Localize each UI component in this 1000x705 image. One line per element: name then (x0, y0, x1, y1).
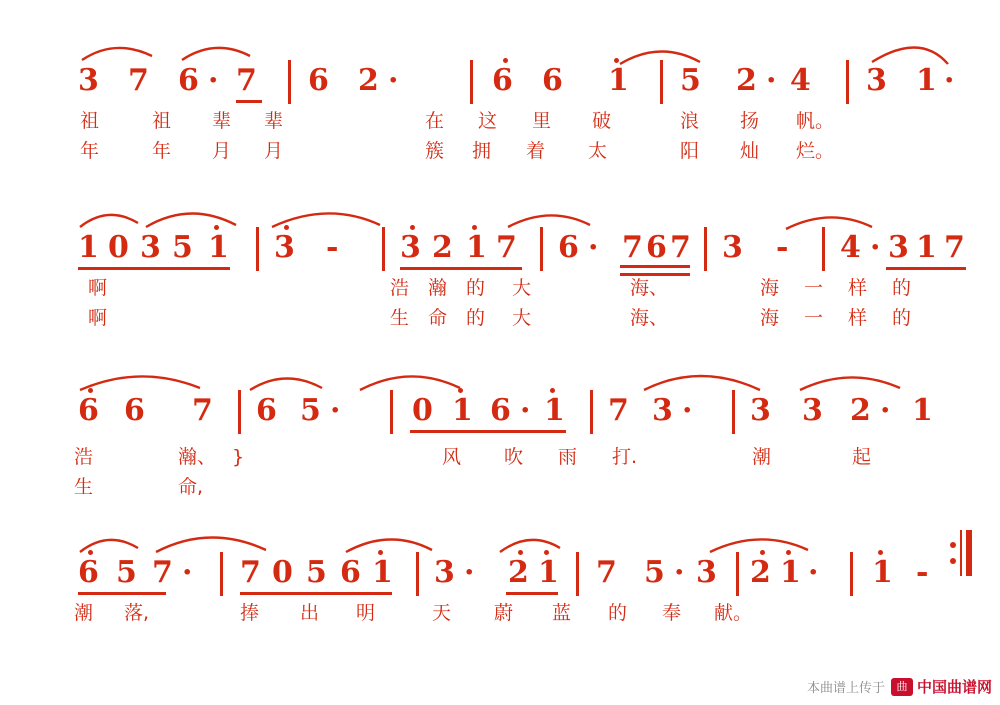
footer-credit (807, 676, 992, 697)
barline (846, 60, 849, 104)
beam (240, 592, 392, 595)
lyric: 蔚 (494, 602, 514, 624)
octave-dot-high (88, 388, 93, 393)
lyric: 雨 (558, 446, 578, 468)
note: 7 (128, 63, 149, 98)
augmentation-dot: · (674, 555, 685, 590)
sustain-dash: - (916, 555, 929, 590)
lyric: 打. (612, 446, 638, 468)
note: 2 (358, 63, 379, 98)
barline (736, 552, 739, 596)
octave-dot-high (544, 550, 549, 555)
lyric: 大 (512, 307, 532, 329)
octave-dot-high (614, 58, 619, 63)
lyric: 样 (848, 307, 868, 329)
lyric: 命 (428, 307, 448, 329)
note: 5 (680, 63, 701, 98)
beam (410, 430, 566, 433)
note: 1 (208, 230, 229, 265)
lyric: 年 (152, 140, 172, 162)
augmentation-dot: · (464, 555, 475, 590)
note: 7 (240, 555, 261, 590)
barline (238, 390, 241, 434)
octave-dot-high (786, 550, 791, 555)
note: 6 (256, 393, 277, 428)
lyric: 海、 (630, 277, 669, 299)
lyric: 这 (478, 110, 498, 132)
augmentation-dot: · (388, 63, 399, 98)
note: 3 (400, 230, 421, 265)
note: 7 (152, 555, 173, 590)
augmentation-dot: · (682, 393, 693, 428)
barline (470, 60, 473, 104)
lyric: 簇 (425, 140, 445, 162)
lyrics-line-1-row (60, 277, 940, 303)
lyric: 潮 (752, 446, 772, 468)
note: 6 (646, 230, 667, 265)
note: 3 (652, 393, 673, 428)
note: 6 (124, 393, 145, 428)
sustain-dash: - (776, 230, 789, 265)
lyric: 明 (356, 602, 376, 624)
note-row-4 (60, 530, 940, 590)
barline (732, 390, 735, 434)
lyric: 啊 (88, 307, 108, 329)
note: 5 (172, 230, 193, 265)
lyrics-line-2-row (60, 140, 940, 166)
lyrics-line-1-row (60, 602, 940, 628)
note: 6 (542, 63, 563, 98)
note-row-2 (60, 205, 965, 265)
lyric: 大 (512, 277, 532, 299)
barline (416, 552, 419, 596)
augmentation-dot: · (766, 63, 777, 98)
lyric: 一 (804, 277, 824, 299)
note: 6 (78, 393, 99, 428)
beam (78, 592, 166, 595)
logo-text: 中国曲谱网 (916, 678, 992, 696)
lyric: 着 (526, 140, 546, 162)
lyric: 破 (592, 110, 612, 132)
note: 3 (696, 555, 717, 590)
note: 1 (538, 555, 559, 590)
lyric: 阳 (680, 140, 700, 162)
lyric: 太 (588, 140, 608, 162)
lyric: 啊 (88, 277, 108, 299)
barline (288, 60, 291, 104)
sustain-dash: - (326, 230, 339, 265)
note: 3 (78, 63, 99, 98)
lyric: 命, (178, 476, 204, 498)
augmentation-dot: · (330, 393, 341, 428)
note: 2 (750, 555, 771, 590)
octave-dot-high (503, 58, 508, 63)
note-row-3 (60, 368, 940, 428)
lyric: 落, (124, 602, 150, 624)
note: 4 (840, 230, 861, 265)
note: 3 (888, 230, 909, 265)
lyric: 海、 (630, 307, 669, 329)
barline (576, 552, 579, 596)
note: 6 (558, 230, 579, 265)
note: 7 (236, 63, 257, 98)
barline (660, 60, 663, 104)
note: 7 (670, 230, 691, 265)
note: 5 (306, 555, 327, 590)
note: 3 (722, 230, 743, 265)
augmentation-dot: · (208, 63, 219, 98)
lyric: 瀚、 (178, 446, 217, 468)
augmentation-dot: · (944, 63, 955, 98)
barline (256, 227, 259, 271)
lyric: 的 (466, 277, 486, 299)
barline (850, 552, 853, 596)
augmentation-dot: · (870, 230, 881, 265)
lyric: 拥 (472, 140, 492, 162)
lyric: 起 (852, 446, 872, 468)
lyric: 天 (432, 602, 452, 624)
note: 7 (192, 393, 213, 428)
note: 7 (608, 393, 629, 428)
octave-dot-high (550, 388, 555, 393)
lyric: 祖 (152, 110, 172, 132)
lyric: 生 (74, 476, 94, 498)
lyric: 生 (390, 307, 410, 329)
note: 2 (736, 63, 757, 98)
lyric: 灿 (740, 140, 760, 162)
lyric: 奉 (662, 602, 682, 624)
note: 6 (490, 393, 511, 428)
note: 3 (750, 393, 771, 428)
score-system-2 (60, 205, 965, 329)
note: 6 (340, 555, 361, 590)
lyric: 蓝 (552, 602, 572, 624)
octave-dot-high (214, 225, 219, 230)
note: 2 (850, 393, 871, 428)
barline (390, 390, 393, 434)
score-system-1 (60, 38, 955, 162)
note-row-1 (60, 38, 955, 98)
note: 1 (872, 555, 893, 590)
logo-mark-icon: 曲 (891, 678, 913, 696)
lyric: 吹 (504, 446, 524, 468)
beam (620, 265, 690, 268)
lyric: 月 (212, 140, 232, 162)
lyric: 海 (760, 277, 780, 299)
note: 7 (496, 230, 517, 265)
beam (620, 273, 690, 276)
note: 1 (452, 393, 473, 428)
note: 2 (508, 555, 529, 590)
barline (704, 227, 707, 271)
lyric: 捧 (240, 602, 260, 624)
lyric: 出 (300, 602, 320, 624)
note: 5 (300, 393, 321, 428)
lyric: 样 (848, 277, 868, 299)
note: 1 (372, 555, 393, 590)
barline (382, 227, 385, 271)
lyric: 辈 (212, 110, 232, 132)
note: 6 (308, 63, 329, 98)
lyric: 扬 (740, 110, 760, 132)
octave-dot-high (458, 388, 463, 393)
augmentation-dot: · (520, 393, 531, 428)
lyric: 烂。 (796, 140, 835, 162)
lyric: 里 (532, 110, 552, 132)
lyric: 浩 (390, 277, 410, 299)
augmentation-dot: · (880, 393, 891, 428)
note: 4 (790, 63, 811, 98)
note: 3 (140, 230, 161, 265)
note: 2 (432, 230, 453, 265)
note: 0 (272, 555, 293, 590)
note: 6 (492, 63, 513, 98)
lyrics-line-2-row (60, 476, 940, 502)
note: 7 (622, 230, 643, 265)
footer-credit-text: 本曲谱上传于 (806, 681, 885, 696)
note: 0 (412, 393, 433, 428)
lyric: 月 (264, 140, 284, 162)
octave-dot-high (378, 550, 383, 555)
note: 1 (608, 63, 629, 98)
barline (540, 227, 543, 271)
lyric: 的 (466, 307, 486, 329)
lyric: 瀚 (428, 277, 448, 299)
note: 0 (108, 230, 129, 265)
lyrics-line-2-row (60, 307, 940, 333)
beam (886, 267, 966, 270)
lyric: 的 (892, 277, 912, 299)
octave-dot-high (878, 550, 883, 555)
site-logo[interactable] (891, 676, 992, 697)
lyric: 年 (80, 140, 100, 162)
lyric: 祖 (80, 110, 100, 132)
lyric: 潮 (74, 602, 94, 624)
lyric: 浪 (680, 110, 700, 132)
lyric: 帆。 (796, 110, 835, 132)
octave-dot-high (472, 225, 477, 230)
lyric: 浩 (74, 446, 94, 468)
note: 1 (780, 555, 801, 590)
barline (590, 390, 593, 434)
beam (400, 267, 522, 270)
lyrics-line-1-row (60, 110, 940, 136)
note: 3 (274, 230, 295, 265)
beam (236, 100, 262, 103)
lyric: 的 (608, 602, 628, 624)
note: 5 (644, 555, 665, 590)
barline (822, 227, 825, 271)
note: 6 (178, 63, 199, 98)
note: 1 (544, 393, 565, 428)
octave-dot-high (410, 225, 415, 230)
lyric: 辈 (264, 110, 284, 132)
score-system-4 (60, 530, 940, 624)
octave-dot-high (284, 225, 289, 230)
note: 3 (802, 393, 823, 428)
barline (220, 552, 223, 596)
note: 6 (78, 555, 99, 590)
lyrics-line-1-row (60, 446, 940, 472)
note: 1 (78, 230, 99, 265)
augmentation-dot: · (182, 555, 193, 590)
beam (506, 592, 558, 595)
note: 1 (466, 230, 487, 265)
lyric: 在 (425, 110, 445, 132)
note: 5 (116, 555, 137, 590)
beam (78, 267, 230, 270)
lyric: 的 (892, 307, 912, 329)
lyric: 海 (760, 307, 780, 329)
lyric: 献。 (714, 602, 753, 624)
octave-dot-high (760, 550, 765, 555)
note: 3 (866, 63, 887, 98)
octave-dot-high (518, 550, 523, 555)
note: 7 (596, 555, 617, 590)
note: 3 (434, 555, 455, 590)
lyric: 一 (804, 307, 824, 329)
note: 1 (916, 63, 937, 98)
note: 1 (912, 393, 933, 428)
note: 1 (916, 230, 937, 265)
lyric-brace: } (232, 446, 245, 468)
lyric: 风 (442, 446, 462, 468)
note: 7 (944, 230, 965, 265)
octave-dot-high (88, 550, 93, 555)
score-system-3 (60, 368, 940, 498)
augmentation-dot: · (808, 555, 819, 590)
augmentation-dot: · (588, 230, 599, 265)
